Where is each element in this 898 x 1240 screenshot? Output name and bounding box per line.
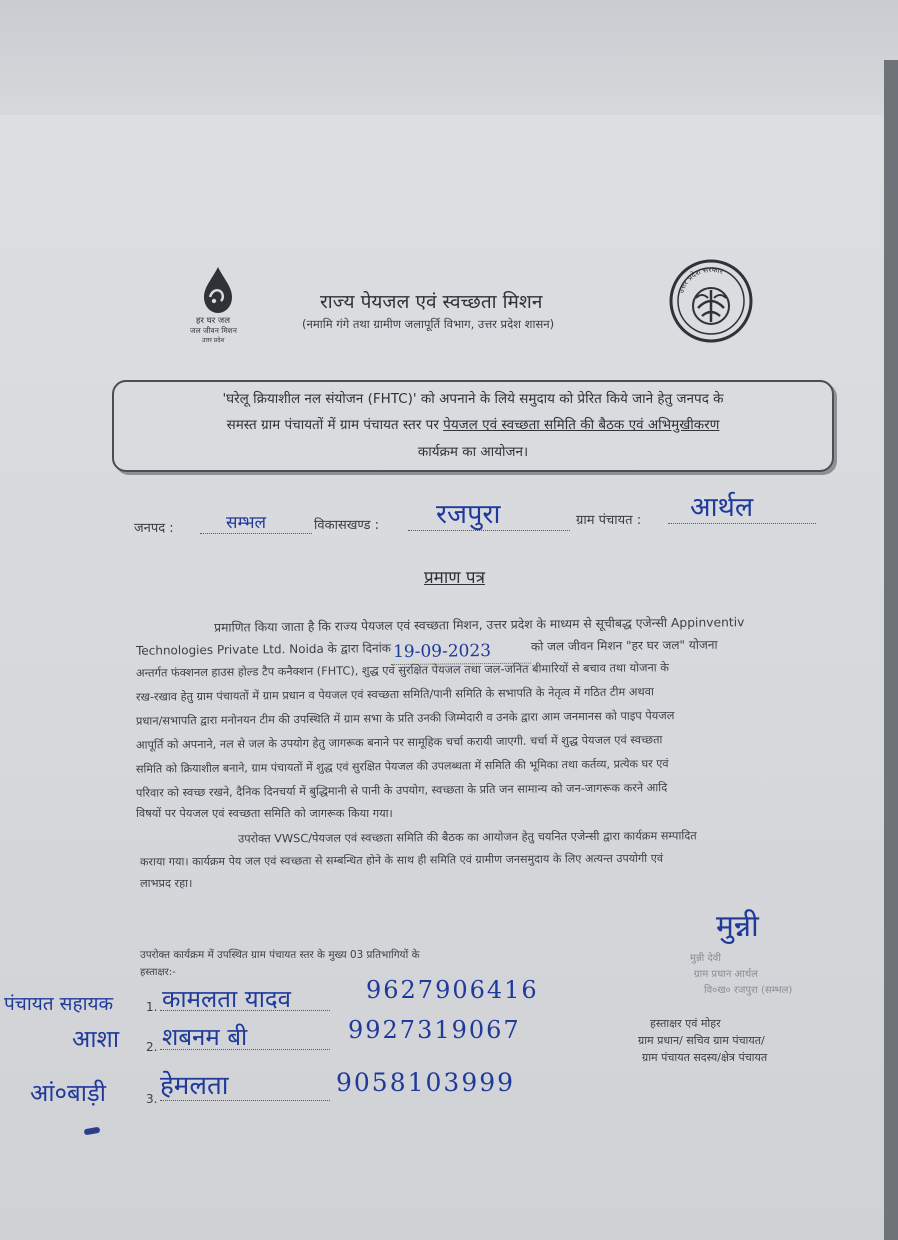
para1-line-8: परिवार को स्वच्छ रखने, दैनिक दिनचर्या में बुद्धिमानी से पानी के उपयोग, स्वच्छता के प्रति जन सामान्य को जन-जागरूक करने आदि xyxy=(135,781,668,800)
program-title-box xyxy=(112,380,834,472)
date-value: 19-09-2023 xyxy=(392,641,492,663)
mission-subtitle: (नमामि गंगे तथा ग्रामीण जलापूर्ति विभाग, उत्तर प्रदेश शासन) xyxy=(302,317,555,331)
para1-line-2-a: Technologies Private Ltd. Noida के द्वारा दिनांक xyxy=(135,641,392,658)
participant-1-number: 1. xyxy=(146,1000,158,1014)
para2-line-3: लाभप्रद रहा। xyxy=(140,877,193,890)
pradhan-signature: मुन्नी xyxy=(716,909,759,944)
para1-line-5: प्रधान/सभापति द्वारा मनोनयन टीम की उपस्थिति में ग्राम सभा के प्रति उनकी जिम्मेदारी व उनके द्वारा आम जनमानस को पाइप पेयजल xyxy=(135,709,675,728)
sign-label-line-3: ग्राम पंचायत सदस्य/क्षेत्र पंचायत xyxy=(642,1051,768,1064)
participant-3-line xyxy=(160,1100,330,1101)
vikaskhand-value: रजपुरा xyxy=(436,499,501,530)
mission-title: राज्य पेयजल एवं स्वच्छता मिशन xyxy=(320,291,543,313)
participant-1-phone: 9627906416 xyxy=(366,976,539,1004)
banner-line-3: कार्यक्रम का आयोजन। xyxy=(417,444,529,460)
seal-emblem-icon xyxy=(668,258,754,344)
janpad-value: सम्भल xyxy=(226,513,267,533)
janpad-line xyxy=(200,533,312,534)
participant-1-name: कामलता यादव xyxy=(162,985,292,1013)
para1-line-4: रख-रखाव हेतु ग्राम पंचायतों में ग्राम प्रधान व पेयजल एवं स्वच्छता समिति/पानी समिति के सभापति के नेतृत्व में गठित टीम अथवा xyxy=(135,685,654,704)
participant-2-role: आशा xyxy=(72,1025,120,1053)
participant-3-name: हेमलता xyxy=(160,1071,229,1101)
para1-line-1: प्रमाणित किया जाता है कि राज्य पेयजल एवं स्वच्छता मिशन, उत्तर प्रदेश के माध्यम से सूचीबद्ध एजेन्सी Appinventiv xyxy=(213,615,745,635)
para1-line-2-b: को जल जीवन मिशन "हर घर जल" योजना xyxy=(530,637,718,654)
para1-line-6: आपूर्ति को अपनाने, नल से जल के उपयोग हेतु जागरूक बनाने पर सामूहिक चर्चा करायी जाएगी. चर्चा में शुद्ध पेयजल एवं स्वच्छता xyxy=(135,733,663,752)
signature-intro-line-1: उपरोक्त कार्यक्रम में उपस्थित ग्राम पंचायत स्तर के मुख्य 03 प्रतिभागियों के xyxy=(140,949,420,961)
up-government-seal xyxy=(668,258,754,344)
para1-line-3: अन्तर्गत फंक्शनल हाउस होल्ड टैप कनैक्शन (FHTC), शुद्ध एवं सुरक्षित पेयजल तथा जल-जनित बीमारियों से बचाव तथा योजना के xyxy=(135,661,669,680)
vikaskhand-label: विकासखण्ड : xyxy=(314,518,380,533)
stamp-line-1: मुन्नी देवी xyxy=(690,953,721,964)
date-field xyxy=(391,641,531,663)
signature-intro-line-2: हस्ताक्षर:- xyxy=(140,967,176,978)
sign-label-line-2: ग्राम प्रधान/ सचिव ग्राम पंचायत/ xyxy=(638,1034,765,1047)
seal-text: उत्तर प्रदेश सरकार xyxy=(676,264,725,295)
participant-3-role: आं०बाड़ी xyxy=(30,1079,106,1107)
participant-2-number: 2. xyxy=(146,1040,158,1054)
para1-line-9: विषयों पर पेयजल एवं स्वच्छता समिति को जागरूक किया गया। xyxy=(136,807,393,820)
gram-panchayat-value: आर्थल xyxy=(690,492,754,523)
water-drop-icon xyxy=(190,265,260,315)
background-edge xyxy=(884,60,898,1240)
para1-line-7: समिति को क्रियाशील बनाने, ग्राम पंचायतों में शुद्ध एवं सुरक्षित पेयजल की उपलब्धता में समिति की भूमिका तथा कर्तव्य, प्रत्येक घर एवं xyxy=(135,757,669,776)
participant-2-phone: 9927319067 xyxy=(348,1016,521,1044)
har-ghar-jal-logo xyxy=(190,265,260,355)
participant-3-number: 3. xyxy=(146,1092,158,1106)
banner-line-2-underlined: पेयजल एवं स्वच्छता समिति की बैठक एवं अभिमुखीकरण xyxy=(443,417,720,433)
logo-left-line-1: हर घर जल xyxy=(196,316,230,326)
sign-label-line-1: हस्ताक्षर एवं मोहर xyxy=(650,1017,721,1030)
certificate-heading: प्रमाण पत्र xyxy=(424,568,485,588)
logo-left-line-2: जल जीवन मिशन xyxy=(190,326,237,335)
participant-1-role: पंचायत सहायक xyxy=(4,993,114,1015)
janpad-label: जनपद : xyxy=(134,521,174,536)
para2-line-2: कराया गया। कार्यक्रम पेय जल एवं स्वच्छता से सम्बन्धित होने के साथ ही समिति एवं ग्रामीण जनसमुदाय के लिए अत्यन्त उपयोगी एवं xyxy=(139,851,664,869)
banner-line-2-prefix: समस्त ग्राम पंचायतों में ग्राम पंचायत स्तर पर xyxy=(226,417,444,433)
banner-line-1: 'घरेलू क्रियाशील नल संयोजन (FHTC)' को अपनाने के लिये समुदाय को प्रेरित किये जाने हेतु जनपद के xyxy=(222,391,724,407)
participant-2-line xyxy=(160,1049,330,1050)
logo-left-line-3: उत्तर प्रदेश xyxy=(202,337,225,344)
participant-3-phone: 9058103999 xyxy=(336,1068,516,1097)
stamp-line-3: वि०ख० रजपुरा (सम्भल) xyxy=(704,985,793,996)
gram-panchayat-label: ग्राम पंचायत : xyxy=(576,513,642,528)
banner-line-2 xyxy=(114,415,832,433)
para2-line-1: उपरोक्त VWSC/पेयजल एवं स्वच्छता समिति की बैठक का आयोजन हेतु चयनित एजेन्सी द्वारा कार्यक्रम सम्पादित xyxy=(237,829,697,846)
participant-2-name: शबनम बी xyxy=(162,1023,248,1051)
stamp-line-2: ग्राम प्रधान आर्थल xyxy=(694,969,758,980)
participant-1-line xyxy=(160,1010,330,1011)
